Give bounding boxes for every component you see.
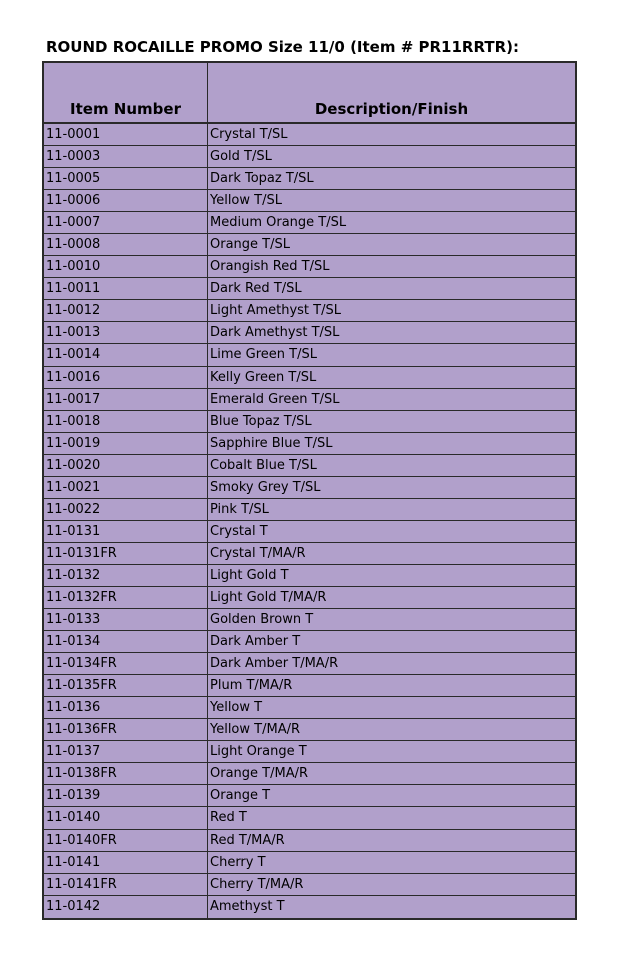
table-row (44, 455, 575, 477)
table-row (44, 234, 575, 256)
description-cell: Cherry T/MA/R (210, 876, 304, 892)
table-row (44, 587, 575, 609)
table-row (44, 168, 575, 190)
table-row (44, 521, 575, 543)
item-number-cell: 11-0018 (44, 411, 208, 432)
item-number-cell: 11-0001 (44, 124, 208, 145)
item-number-cell: 11-0005 (44, 168, 208, 189)
table-row (44, 411, 575, 433)
description-cell: Orange T/SL (210, 237, 290, 253)
product-table (42, 61, 577, 920)
item-number-cell: 11-0142 (44, 896, 208, 918)
table-row (44, 256, 575, 278)
item-number-cell: 11-0019 (44, 433, 208, 454)
table-row (44, 367, 575, 389)
description-cell: Golden Brown T (210, 612, 314, 628)
table-row (44, 499, 575, 521)
item-number-cell: 11-0017 (44, 389, 208, 410)
table-row (44, 389, 575, 411)
description-cell: Pink T/SL (210, 501, 269, 517)
item-number-cell: 11-0131FR (44, 543, 208, 564)
item-number-cell: 11-0006 (44, 190, 208, 211)
table-row (44, 631, 575, 653)
item-number-cell: 11-0140 (44, 807, 208, 828)
table-body (44, 124, 575, 918)
table-row (44, 300, 575, 322)
description-cell: Light Orange T (210, 744, 307, 760)
description-cell: Sapphire Blue T/SL (210, 435, 333, 451)
table-row (44, 785, 575, 807)
item-number-cell: 11-0135FR (44, 675, 208, 696)
item-number-cell: 11-0132 (44, 565, 208, 586)
item-number-cell: 11-0022 (44, 499, 208, 520)
header-description: Description/Finish (314, 100, 469, 118)
description-cell: Smoky Grey T/SL (210, 479, 321, 495)
table-row (44, 477, 575, 499)
description-cell: Red T/MA/R (210, 832, 285, 848)
table-row (44, 719, 575, 741)
description-cell: Dark Amethyst T/SL (210, 325, 340, 341)
table-header-row (44, 63, 575, 124)
item-number-cell: 11-0013 (44, 322, 208, 343)
item-number-cell: 11-0136 (44, 697, 208, 718)
description-cell: Yellow T/SL (210, 193, 282, 209)
item-number-cell: 11-0020 (44, 455, 208, 476)
table-row (44, 896, 575, 918)
item-number-cell: 11-0003 (44, 146, 208, 167)
description-cell: Cherry T (210, 854, 266, 870)
item-number-cell: 11-0016 (44, 367, 208, 388)
table-row (44, 874, 575, 896)
item-number-cell: 11-0131 (44, 521, 208, 542)
item-number-cell: 11-0134FR (44, 653, 208, 674)
table-row (44, 190, 575, 212)
description-cell: Yellow T (210, 700, 263, 716)
description-cell: Kelly Green T/SL (210, 369, 317, 385)
description-cell: Dark Amber T (210, 634, 301, 650)
item-number-cell: 11-0133 (44, 609, 208, 630)
item-number-cell: 11-0141 (44, 852, 208, 873)
description-cell: Cobalt Blue T/SL (210, 457, 317, 473)
description-cell: Light Amethyst T/SL (210, 303, 341, 319)
table-row (44, 124, 575, 146)
description-cell: Amethyst T (210, 898, 285, 914)
table-row (44, 146, 575, 168)
table-row (44, 852, 575, 874)
item-number-cell: 11-0141FR (44, 874, 208, 895)
table-row (44, 565, 575, 587)
item-number-cell: 11-0136FR (44, 719, 208, 740)
description-cell: Dark Amber T/MA/R (210, 656, 339, 672)
description-cell: Light Gold T (210, 567, 289, 583)
description-cell: Dark Red T/SL (210, 281, 302, 297)
description-cell: Yellow T/MA/R (210, 722, 300, 738)
item-number-cell: 11-0139 (44, 785, 208, 806)
description-cell: Crystal T (210, 523, 268, 539)
item-number-cell: 11-0138FR (44, 763, 208, 784)
item-number-cell: 11-0008 (44, 234, 208, 255)
description-cell: Orange T/MA/R (210, 766, 309, 782)
description-cell: Plum T/MA/R (210, 678, 293, 694)
description-cell: Lime Green T/SL (210, 347, 317, 363)
table-row (44, 763, 575, 785)
table-row (44, 543, 575, 565)
table-row (44, 212, 575, 234)
description-cell: Dark Topaz T/SL (210, 171, 314, 187)
table-row (44, 830, 575, 852)
item-number-cell: 11-0021 (44, 477, 208, 498)
description-cell: Orange T (210, 788, 271, 804)
table-row (44, 807, 575, 829)
table-row (44, 609, 575, 631)
item-number-cell: 11-0010 (44, 256, 208, 277)
item-number-cell: 11-0012 (44, 300, 208, 321)
description-cell: Crystal T/SL (210, 127, 288, 142)
table-row (44, 322, 575, 344)
description-cell: Gold T/SL (210, 149, 272, 165)
item-number-cell: 11-0011 (44, 278, 208, 299)
item-number-cell: 11-0137 (44, 741, 208, 762)
item-number-cell: 11-0014 (44, 344, 208, 365)
item-number-cell: 11-0007 (44, 212, 208, 233)
description-cell: Medium Orange T/SL (210, 215, 347, 231)
description-cell: Light Gold T/MA/R (210, 589, 327, 605)
table-row (44, 344, 575, 366)
description-cell: Red T (210, 810, 247, 826)
description-cell: Blue Topaz T/SL (210, 413, 312, 429)
table-row (44, 433, 575, 455)
page-title: ROUND ROCAILLE PROMO Size 11/0 (Item # PR11RRTR): (46, 38, 519, 56)
item-number-cell: 11-0134 (44, 631, 208, 652)
table-row (44, 278, 575, 300)
item-number-cell: 11-0140FR (44, 830, 208, 851)
table-row (44, 741, 575, 763)
item-number-cell: 11-0132FR (44, 587, 208, 608)
description-cell: Orangish Red T/SL (210, 259, 330, 275)
table-row (44, 697, 575, 719)
table-row (44, 653, 575, 675)
table-row (44, 675, 575, 697)
description-cell: Crystal T/MA/R (210, 545, 306, 561)
description-cell: Emerald Green T/SL (210, 391, 340, 407)
header-item-number: Item Number (44, 63, 208, 122)
